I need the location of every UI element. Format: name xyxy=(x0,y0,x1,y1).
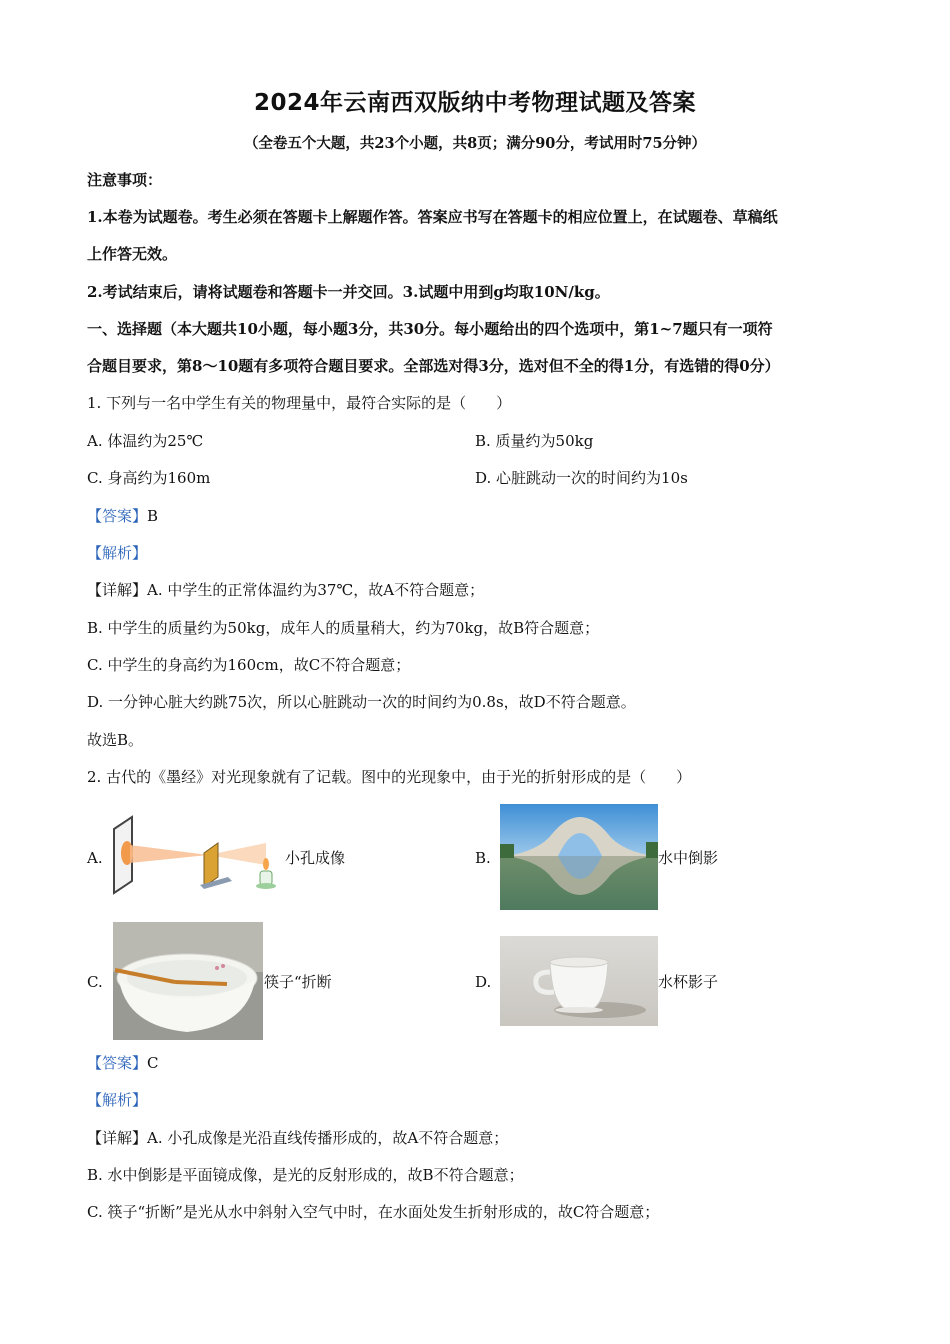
q1-detail-c: C. 中学生的身高约为160cm，故C不符合题意； xyxy=(87,656,411,674)
q1-stem: 1. 下列与一名中学生有关的物理量中，最符合实际的是（ ） xyxy=(87,394,512,412)
answer-label: 【答案】 xyxy=(87,1054,148,1072)
answer-label: 【答案】 xyxy=(87,507,148,525)
q1-answer xyxy=(87,506,877,526)
q2-option-d-caption: 水杯影子 xyxy=(658,973,719,991)
bridge-reflection-photo xyxy=(500,804,658,910)
q1-detail-d: D. 一分钟心脏大约跳75次，所以心脏跳动一次的时间约为0.8s，故D不符合题意。 xyxy=(87,693,636,711)
section-heading-cont: 合题目要求，第8～10题有多项符合题目要求。全部选对得3分，选对但不全的得1分，有选错的得0分） xyxy=(87,357,780,375)
q2-stem: 2. 古代的《墨经》对光现象就有了记载。图中的光现象中，由于光的折射形成的是（ ） xyxy=(87,768,692,786)
q1-option-d: D. 心脏跳动一次的时间约为10s xyxy=(475,469,688,487)
chopstick-bowl-photo xyxy=(113,922,263,1040)
q1-detail-b: B. 中学生的质量约为50kg，成年人的质量稍大，约为70kg，故B符合题意； xyxy=(87,619,600,637)
q1-option-b: B. 质量约为50kg xyxy=(475,432,594,450)
exam-info: （全卷五个大题，共23个小题，共8页；满分90分，考试用时75分钟） xyxy=(243,135,707,152)
q2-detail-a: 【详解】A. 小孔成像是光沿直线传播形成的，故A不符合题意； xyxy=(87,1129,509,1147)
q1-option-a: A. 体温约为25℃ xyxy=(87,432,204,450)
answer-value: B xyxy=(147,507,159,525)
notice-heading: 注意事项： xyxy=(87,171,163,189)
page-title: 2024年云南西双版纳中考物理试题及答案 xyxy=(253,90,696,116)
notice-item-1: 1.本卷为试题卷。考生必须在答题卡上解题作答。答案应书写在答题卡的相应位置上，在试题卷、草稿纸 xyxy=(87,208,778,226)
q2-option-c-letter: C. xyxy=(87,973,103,991)
section-heading: 一、选择题（本大题共10小题，每小题3分，共30分。每小题给出的四个选项中，第1~7题只有一项符 xyxy=(87,320,773,338)
q2-option-b-letter: B. xyxy=(475,849,491,867)
q2-answer xyxy=(87,1053,877,1073)
q2-option-d-letter: D. xyxy=(475,973,492,991)
q2-option-a-letter: A. xyxy=(87,849,103,867)
cup-shadow-photo xyxy=(500,936,658,1026)
notice-item-1-cont: 上作答无效。 xyxy=(87,245,178,263)
q2-detail-b: B. 水中倒影是平面镜成像，是光的反射形成的，故B不符合题意； xyxy=(87,1166,524,1184)
q1-analysis-label: 【解析】 xyxy=(87,544,148,562)
notice-item-2: 2.考试结束后，请将试题卷和答题卡一并交回。3.试题中用到g均取10N/kg。 xyxy=(87,283,610,301)
q1-option-c: C. 身高约为160m xyxy=(87,469,211,487)
q2-option-b-caption: 水中倒影 xyxy=(658,849,719,867)
q1-detail-a: 【详解】A. 中学生的正常体温约为37℃，故A不符合题意； xyxy=(87,581,485,599)
q2-analysis-label: 【解析】 xyxy=(87,1091,148,1109)
q2-option-c-caption: 筷子“折断 xyxy=(264,973,332,991)
answer-value: C xyxy=(147,1054,159,1072)
pinhole-figure xyxy=(108,815,280,895)
q1-conclusion: 故选B。 xyxy=(87,731,144,749)
q2-option-a-caption: 小孔成像 xyxy=(285,849,346,867)
q2-detail-c: C. 筷子“折断”是光从水中斜射入空气中时，在水面处发生折射形成的，故C符合题意； xyxy=(87,1203,660,1221)
